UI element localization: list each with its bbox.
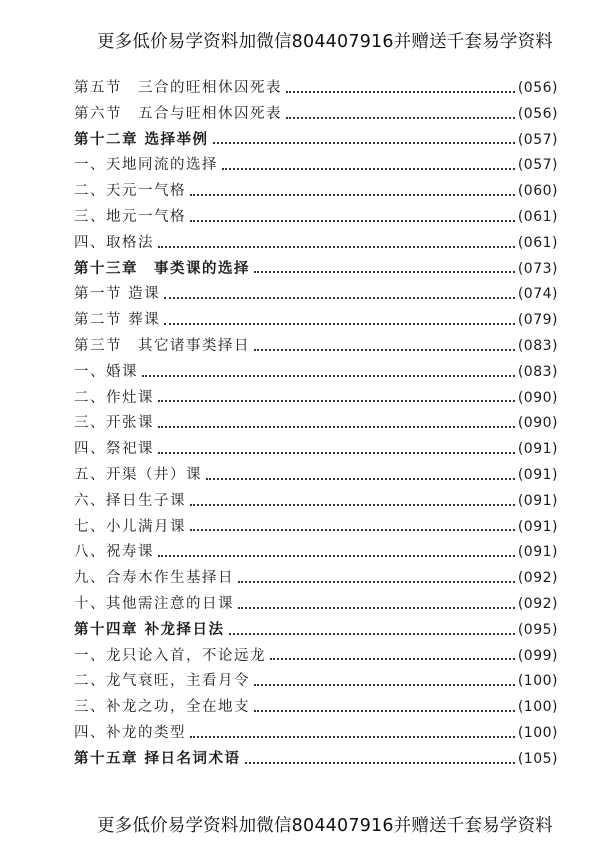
toc-entry-title: 十、其他需注意的日课 [74, 595, 234, 612]
dot-leader [158, 452, 515, 454]
toc-entry-title: 一、龙只论入首，不论远龙 [74, 647, 266, 664]
toc-page-number: (091) [517, 441, 558, 458]
toc-entry-title: 第六节 五合与旺相休囚死表 [74, 105, 282, 122]
toc-page-number: (090) [517, 389, 558, 406]
dot-leader [142, 375, 515, 377]
dot-leader [158, 400, 515, 402]
dot-leader [190, 504, 515, 506]
toc-page-number: (057) [517, 157, 558, 174]
toc-entry [74, 669, 558, 695]
dot-leader [270, 658, 515, 660]
dot-leader [229, 633, 515, 635]
dot-leader [238, 607, 515, 609]
toc-page-number: (095) [517, 621, 558, 638]
toc-entry-title: 三、地元一气格 [74, 208, 186, 225]
toc-entry-title: 第二节 葬课 [74, 312, 161, 329]
toc-page-number: (092) [517, 595, 558, 612]
toc-entry-title: 四、补龙的类型 [74, 724, 186, 741]
toc-entry-title: 八、祝寿课 [74, 544, 154, 561]
dot-leader [190, 736, 515, 738]
toc-page-number: (057) [517, 131, 558, 148]
dot-leader [245, 762, 515, 764]
toc-entry-title: 第十四章 补龙择日法 [74, 621, 225, 638]
dot-leader [238, 581, 515, 583]
toc-page-number: (091) [517, 492, 558, 509]
toc-chapter-entry [74, 618, 558, 644]
toc-entry-title: 一、天地同流的选择 [74, 157, 218, 174]
toc-page-number: (083) [517, 337, 558, 354]
toc-entry-title: 第三节 其它诸事类择日 [74, 337, 250, 354]
table-of-contents [74, 76, 558, 773]
toc-entry-title: 五、开渠（井）课 [74, 466, 202, 483]
toc-page-number: (100) [517, 724, 558, 741]
toc-entry [74, 411, 558, 437]
toc-page-number: (083) [517, 363, 558, 380]
toc-entry-title: 二、作灶课 [74, 389, 154, 406]
toc-entry [74, 592, 558, 618]
dot-leader [254, 271, 515, 273]
toc-entry [74, 695, 558, 721]
toc-entry [74, 360, 558, 386]
toc-entry-title: 四、取格法 [74, 234, 154, 251]
toc-entry-title: 第五节 三合的旺相休囚死表 [74, 80, 282, 96]
toc-entry [74, 334, 558, 360]
toc-entry [74, 515, 558, 541]
toc-chapter-entry [74, 747, 558, 773]
toc-page-number: (091) [517, 466, 558, 483]
toc-page-number: (100) [517, 673, 558, 690]
toc-page-number: (079) [517, 312, 558, 329]
toc-entry-title: 第十三章 事类课的选择 [74, 260, 250, 277]
toc-entry [74, 463, 558, 489]
toc-entry [74, 386, 558, 412]
toc-entry-title: 六、择日生子课 [74, 492, 186, 509]
dot-leader [190, 194, 515, 196]
toc-page-number: (091) [517, 544, 558, 561]
toc-entry [74, 153, 558, 179]
toc-page-number: (105) [517, 750, 558, 767]
dot-leader [286, 117, 515, 119]
dot-leader [190, 529, 515, 531]
toc-entry [74, 437, 558, 463]
toc-page-number: (073) [517, 260, 558, 277]
header-banner: 更多低价易学资料加微信804407916并赠送千套易学资料 [96, 32, 553, 52]
dot-leader [158, 555, 515, 557]
toc-entry-title: 三、补龙之功，全在地支 [74, 699, 250, 716]
toc-entry-title: 二、天元一气格 [74, 183, 186, 200]
toc-entry [74, 231, 558, 257]
dot-leader [190, 220, 515, 222]
toc-page-number: (091) [517, 518, 558, 535]
toc-entry-title: 第十五章 择日名词术语 [74, 750, 241, 767]
toc-entry [74, 489, 558, 515]
dot-leader [164, 297, 515, 299]
toc-entry-title: 一、婚课 [74, 363, 138, 380]
toc-entry [74, 102, 558, 128]
toc-page-number: (061) [517, 234, 558, 251]
dot-leader [254, 349, 515, 351]
toc-page-number: (056) [517, 80, 558, 96]
toc-page-number: (090) [517, 415, 558, 432]
toc-page-number: (060) [517, 183, 558, 200]
toc-entry-title: 七、小儿满月课 [74, 518, 186, 535]
toc-page-number: (099) [517, 647, 558, 664]
toc-entry [74, 179, 558, 205]
toc-entry-title: 三、开张课 [74, 415, 154, 432]
toc-entry [74, 282, 558, 308]
dot-leader [158, 426, 515, 428]
dot-leader [164, 323, 515, 325]
toc-entry-title: 第十二章 选择举例 [74, 131, 209, 148]
toc-entry [74, 76, 558, 102]
toc-page-number: (092) [517, 570, 558, 587]
toc-entry-title: 二、龙气衰旺，主看月令 [74, 673, 250, 690]
dot-leader [206, 478, 515, 480]
toc-entry [74, 566, 558, 592]
toc-page-number: (100) [517, 699, 558, 716]
toc-page-number: (074) [517, 286, 558, 303]
toc-entry [74, 540, 558, 566]
toc-entry [74, 644, 558, 670]
dot-leader [286, 91, 515, 93]
toc-entry-title: 四、祭祀课 [74, 441, 154, 458]
toc-entry-title: 第一节 造课 [74, 286, 161, 303]
dot-leader [158, 246, 515, 248]
dot-leader [254, 684, 515, 686]
dot-leader [213, 142, 515, 144]
toc-entry [74, 721, 558, 747]
dot-leader [222, 168, 515, 170]
toc-chapter-entry [74, 128, 558, 154]
toc-entry [74, 308, 558, 334]
toc-entry-title: 九、合寿木作生基择日 [74, 570, 234, 587]
toc-page-number: (056) [517, 105, 558, 122]
footer-banner: 更多低价易学资料加微信804407916并赠送千套易学资料 [96, 816, 553, 836]
dot-leader [254, 710, 515, 712]
toc-page-number: (061) [517, 208, 558, 225]
toc-entry [74, 205, 558, 231]
toc-chapter-entry [74, 257, 558, 283]
